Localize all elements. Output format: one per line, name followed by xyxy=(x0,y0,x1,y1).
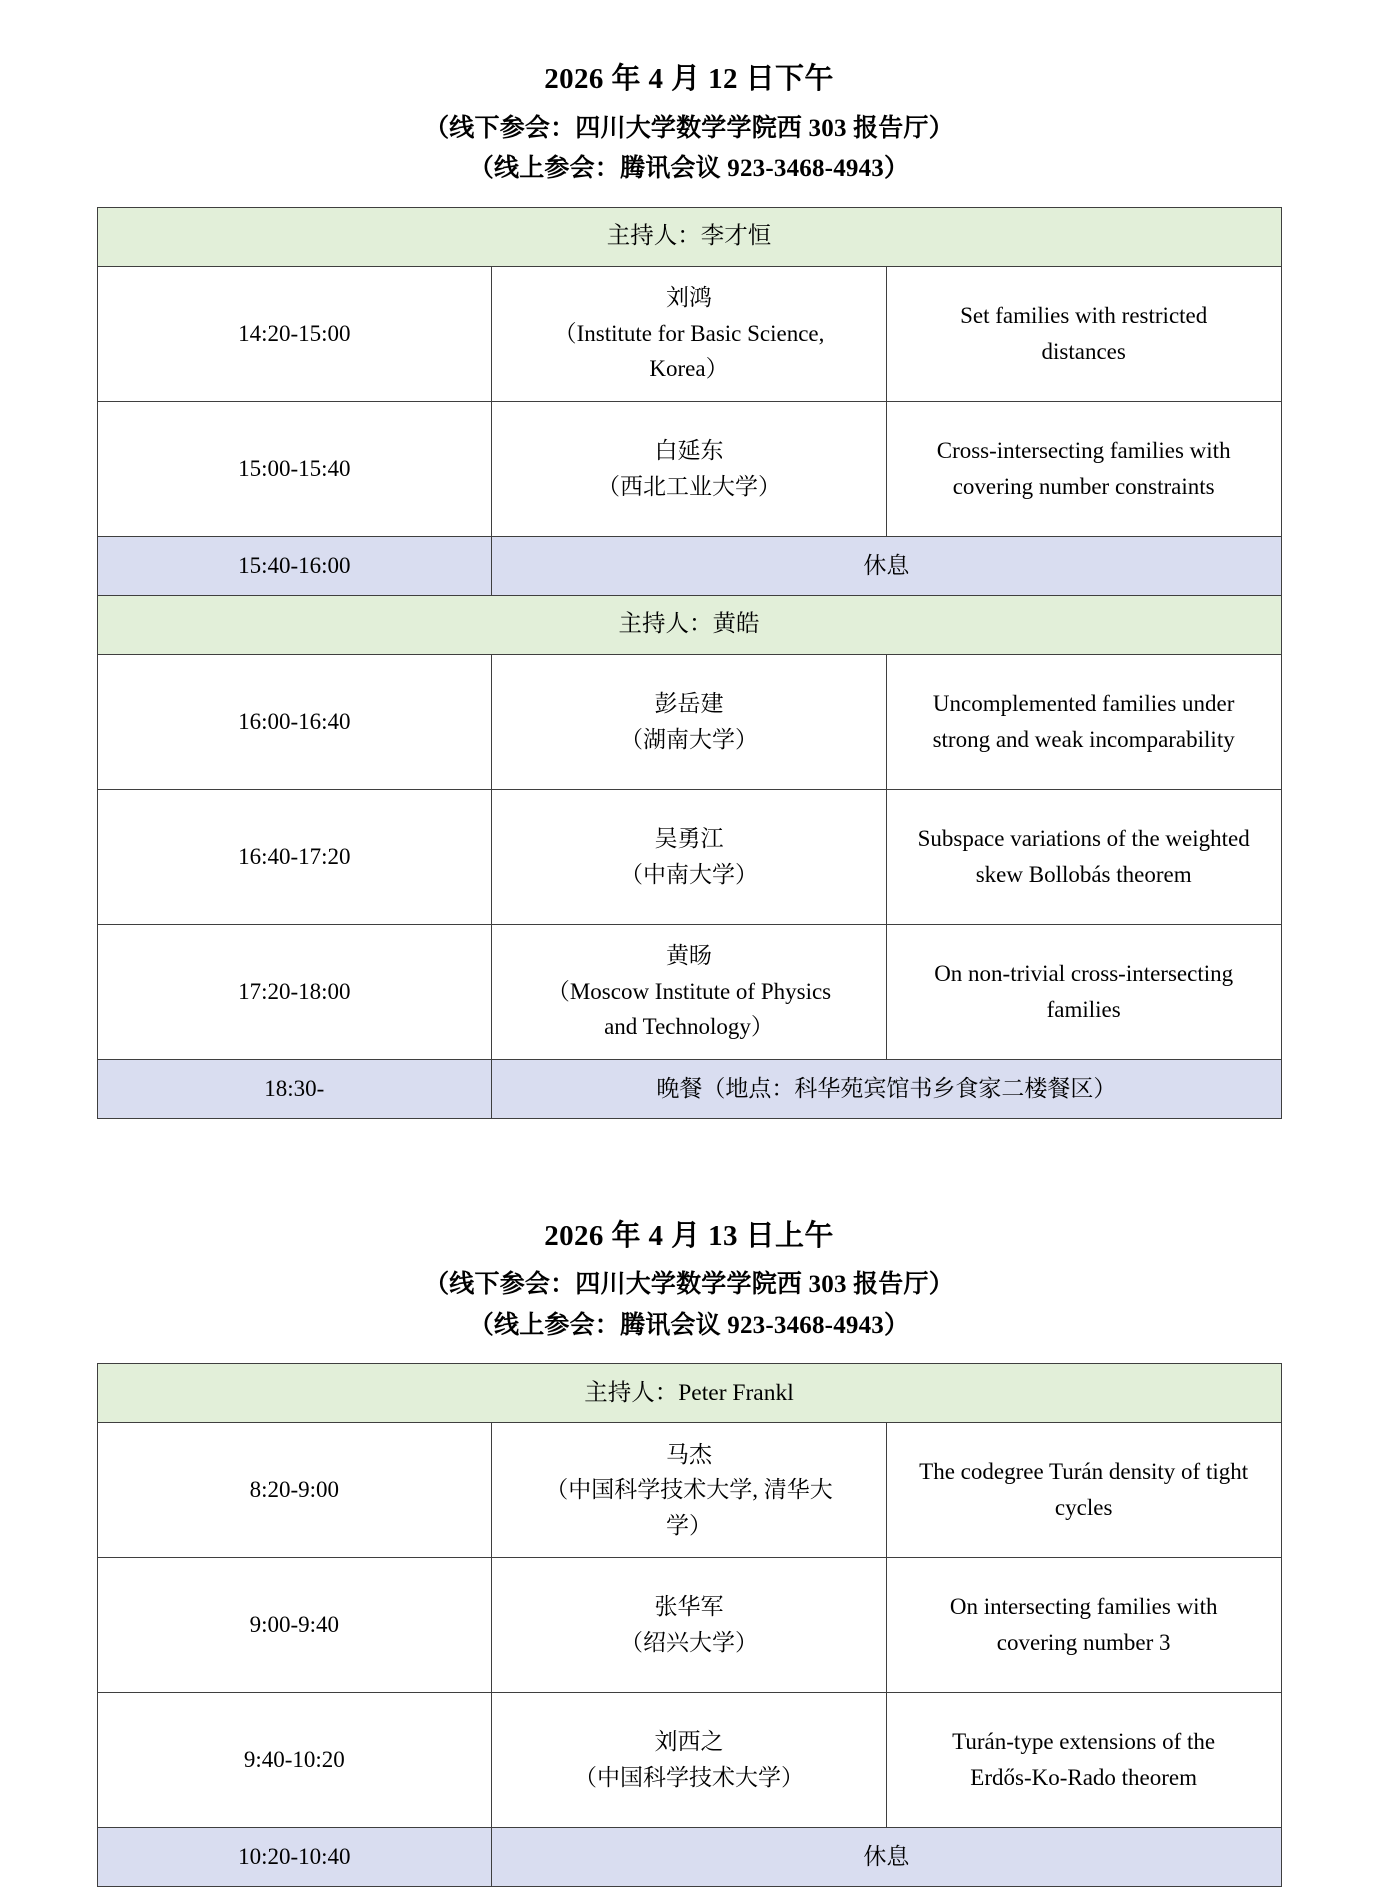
talk-title: Cross-intersecting families with xyxy=(936,437,1231,463)
speaker-affiliation: （中南大学） xyxy=(619,861,758,887)
talk-title: Uncomplemented families under xyxy=(932,690,1235,716)
schedule-table xyxy=(97,1363,1282,1887)
talk-title: On intersecting families with xyxy=(949,1594,1218,1620)
session-host-label: 主持人：黄皓 xyxy=(97,595,1281,654)
talk-title-cont: covering number constraints xyxy=(952,473,1215,499)
table-row xyxy=(97,266,1281,401)
break-time: 18:30- xyxy=(97,1059,492,1118)
table-row xyxy=(97,1693,1281,1828)
session-host-row xyxy=(97,595,1281,654)
speaker-affiliation-cont: and Technology） xyxy=(604,1014,774,1040)
talk-time: 16:40-17:20 xyxy=(97,789,492,924)
speaker-affiliation: （Institute for Basic Science, xyxy=(553,320,825,346)
talk-time: 16:00-16:40 xyxy=(97,654,492,789)
talk-title-cont: families xyxy=(1046,996,1121,1022)
speaker-affiliation: （湖南大学） xyxy=(619,726,758,752)
schedule-section xyxy=(0,1215,1378,1888)
section-date-title: 2026 年 4 月 12 日下午 xyxy=(544,63,834,95)
speaker-cell xyxy=(492,1693,887,1828)
table-row xyxy=(97,789,1281,924)
break-time: 15:40-16:00 xyxy=(97,536,492,595)
talk-title: On non-trivial cross-intersecting xyxy=(934,960,1234,986)
speaker-cell xyxy=(492,1423,887,1558)
session-host-row xyxy=(97,1364,1281,1423)
speaker-name: 吴勇江 xyxy=(654,825,724,851)
speaker-affiliation: （西北工业大学） xyxy=(596,473,781,499)
speaker-name: 白延东 xyxy=(654,437,724,463)
section-date-title: 2026 年 4 月 13 日上午 xyxy=(544,1219,834,1252)
onsite-venue-line: （线下参会：四川大学数学学院西 303 报告厅） xyxy=(424,1271,954,1298)
talk-title-cell xyxy=(886,1423,1281,1558)
speaker-affiliation: （Moscow Institute of Physics xyxy=(546,978,832,1004)
schedule-table xyxy=(97,207,1282,1119)
session-host-row xyxy=(97,207,1281,266)
break-label: 休息 xyxy=(492,536,1281,595)
talk-title-cont: skew Bollobás theorem xyxy=(975,861,1192,887)
table-row xyxy=(97,401,1281,536)
table-row xyxy=(97,1423,1281,1558)
talk-title-cell xyxy=(886,1693,1281,1828)
section-heading xyxy=(0,58,1378,190)
talk-title-cell xyxy=(886,654,1281,789)
onsite-venue-line: （线下参会：四川大学数学学院西 303 报告厅） xyxy=(424,114,954,142)
talk-title-cont: Erdős-Ko-Rado theorem xyxy=(970,1765,1198,1790)
speaker-affiliation: （中国科学技术大学, 清华大 xyxy=(545,1477,833,1503)
speaker-cell xyxy=(492,789,887,924)
talk-title: Turán-type extensions of the xyxy=(952,1729,1216,1755)
break-time: 10:20-10:40 xyxy=(97,1828,492,1887)
speaker-name: 马杰 xyxy=(665,1441,712,1467)
talk-title-cont: distances xyxy=(1041,338,1126,364)
speaker-cell xyxy=(492,924,887,1059)
talk-time: 14:20-15:00 xyxy=(97,266,492,401)
talk-time: 9:00-9:40 xyxy=(97,1558,492,1693)
speaker-affiliation-cont: Korea） xyxy=(649,356,729,382)
talk-title: Set families with restricted xyxy=(960,302,1208,328)
schedule-sections xyxy=(0,58,1378,1887)
speaker-name: 彭岳建 xyxy=(654,690,724,716)
section-heading xyxy=(0,1215,1378,1347)
speaker-cell xyxy=(492,1558,887,1693)
speaker-cell xyxy=(492,266,887,401)
talk-time: 17:20-18:00 xyxy=(97,924,492,1059)
speaker-cell xyxy=(492,401,887,536)
talk-time: 15:00-15:40 xyxy=(97,401,492,536)
talk-title-cell xyxy=(886,789,1281,924)
speaker-affiliation: （中国科学技术大学） xyxy=(573,1765,804,1790)
speaker-name: 黄旸 xyxy=(665,943,712,969)
session-host-label: 主持人：李才恒 xyxy=(97,207,1281,266)
talk-title: Subspace variations of the weighted xyxy=(917,825,1250,851)
schedule-section xyxy=(0,58,1378,1119)
online-meeting-line: （线上参会：腾讯会议 923-3468-4943） xyxy=(468,155,910,182)
online-meeting-line: （线上参会：腾讯会议 923-3468-4943） xyxy=(468,1311,910,1339)
talk-title-cont: covering number 3 xyxy=(996,1630,1171,1655)
talk-title-cell xyxy=(886,401,1281,536)
talk-time: 8:20-9:00 xyxy=(97,1423,492,1558)
break-label: 休息 xyxy=(492,1828,1281,1887)
break-row xyxy=(97,1828,1281,1887)
talk-title-cell xyxy=(886,924,1281,1059)
table-row xyxy=(97,654,1281,789)
break-label: 晚餐（地点：科华苑宾馆书乡食家二楼餐区） xyxy=(492,1059,1281,1118)
session-host-label: 主持人：Peter Frankl xyxy=(97,1364,1281,1423)
speaker-name: 张华军 xyxy=(654,1594,724,1620)
break-row xyxy=(97,536,1281,595)
break-row xyxy=(97,1059,1281,1118)
speaker-name: 刘西之 xyxy=(654,1729,724,1755)
table-row xyxy=(97,924,1281,1059)
talk-title-cell xyxy=(886,1558,1281,1693)
talk-title-cont: cycles xyxy=(1054,1495,1113,1520)
table-row xyxy=(97,1558,1281,1693)
speaker-name: 刘鸿 xyxy=(665,285,712,311)
speaker-cell xyxy=(492,654,887,789)
talk-time: 9:40-10:20 xyxy=(97,1693,492,1828)
speaker-affiliation: （绍兴大学） xyxy=(619,1630,758,1655)
talk-title-cont: strong and weak incomparability xyxy=(932,726,1235,752)
speaker-affiliation-cont: 学） xyxy=(665,1512,712,1538)
talk-title-cell xyxy=(886,266,1281,401)
talk-title: The codegree Turán density of tight xyxy=(919,1459,1249,1485)
